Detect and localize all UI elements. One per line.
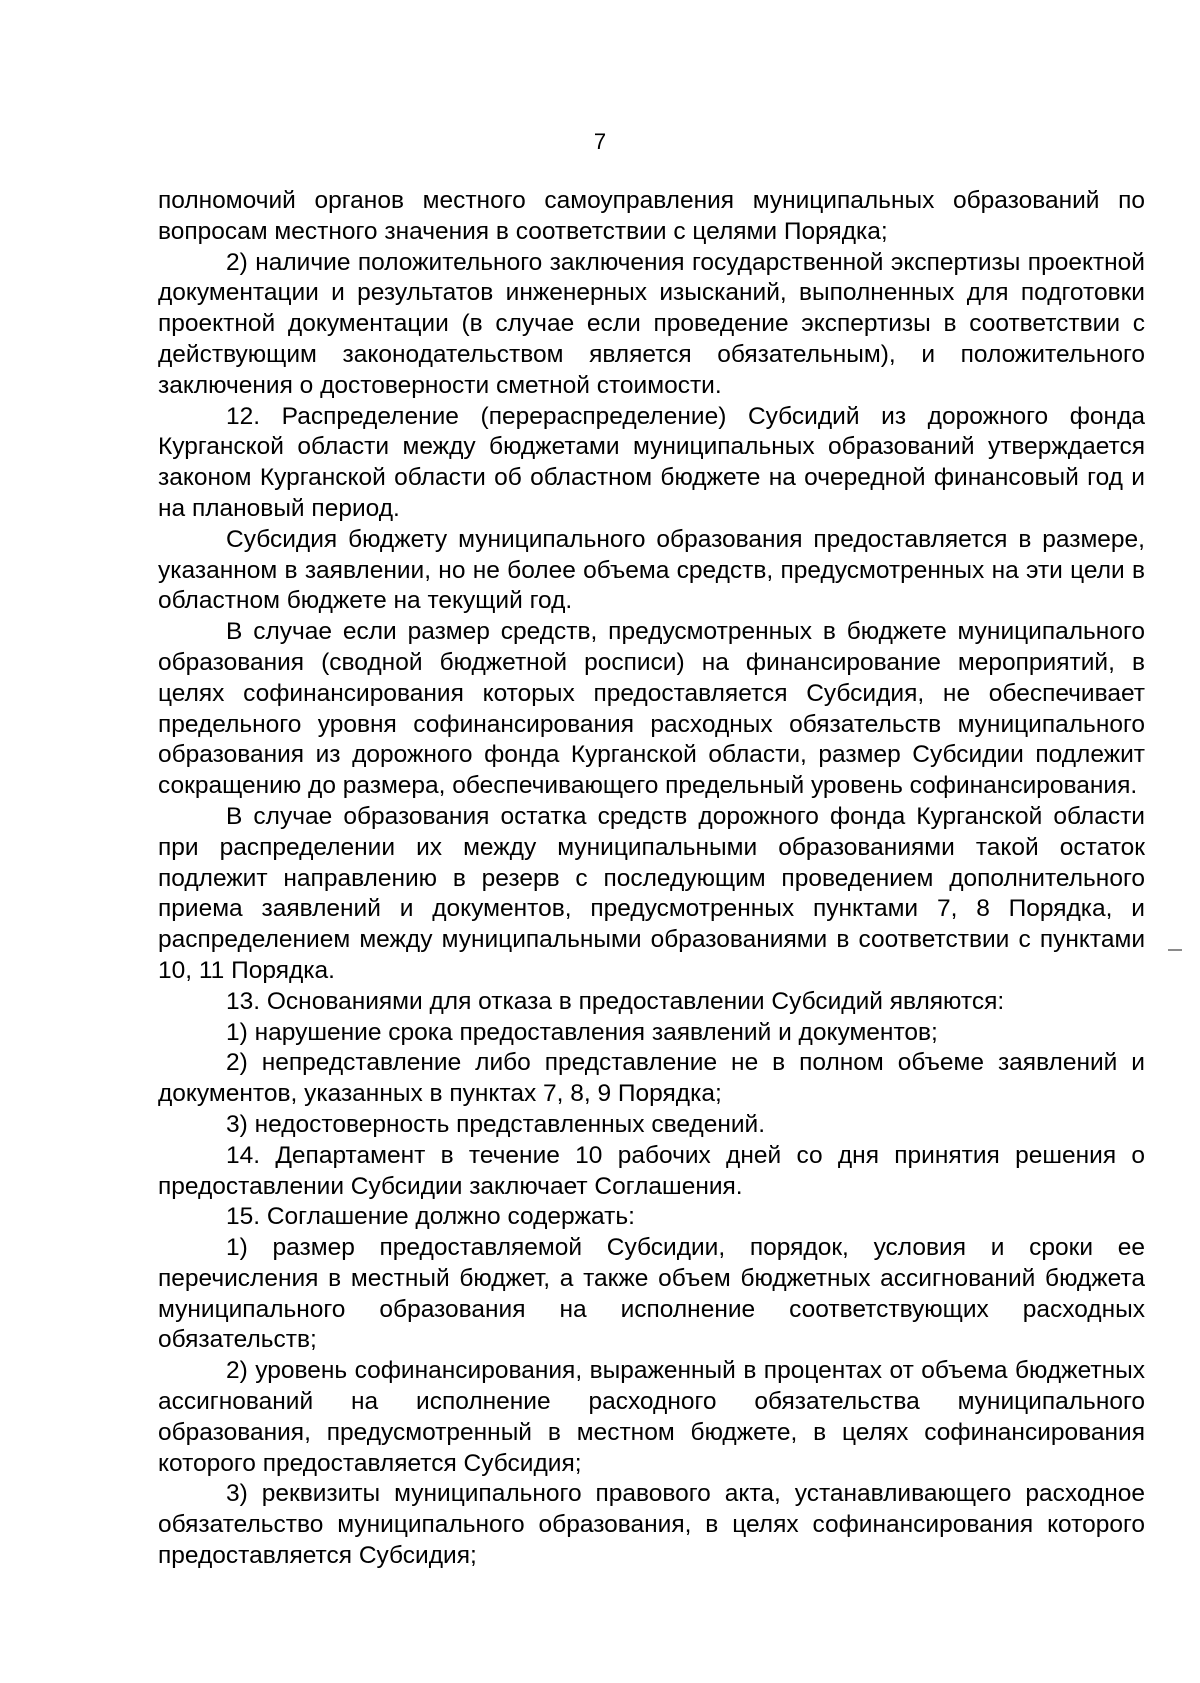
paragraph-agreement-3: 3) реквизиты муниципального правового акта, устанавливающего расходное обязательство муниципального образования, в целях софинансирования которого предоставляется Субсидия; — [158, 1480, 1145, 1570]
paragraph-continuation: полномочий органов местного самоуправления муниципальных образований по вопросам местного значения в соответствии с целями Порядка; — [158, 187, 1145, 245]
paragraph-clause-14: 14. Департамент в течение 10 рабочих дней со дня принятия решения о предоставлении Субсидии заключает Соглашения. — [158, 1141, 1145, 1200]
paragraph-clause-13: 13. Основаниями для отказа в предоставлении Субсидий являются: — [226, 987, 1005, 1015]
scan-margin-mark — [1168, 949, 1182, 951]
paragraph-fund-remainder: В случае образования остатка средств дорожного фонда Курганской области при распределении их между муниципальными образованиями такой остаток подлежит направлению в резерв с последующим проведением дополнительного приема заявлений и документов, предусмотренных пунктами 7, 8 Порядка, и распределением между муниципальными образованиями в соответствии с пунктами 10, 11 Порядка. — [158, 802, 1145, 984]
document-body — [158, 186, 1145, 1572]
paragraph-clause-12: 12. Распределение (перераспределение) Субсидий из дорожного фонда Курганской области между бюджетами муниципальных образований утверждается законом Курганской области об областном бюджете на очередной финансовый год и на плановый период. — [158, 402, 1145, 522]
paragraph-item-2-expertise: 2) наличие положительного заключения государственной экспертизы проектной документации и результатов инженерных изысканий, выполненных для подготовки проектной документации (в случае если проведение экспертизы в соответствии с действующим законодательством является обязательным), и положительного заключения о достоверности сметной стоимости. — [158, 248, 1145, 399]
paragraph-clause-15: 15. Соглашение должно содержать: — [226, 1203, 635, 1231]
paragraph-agreement-2: 2) уровень софинансирования, выраженный в процентах от объема бюджетных ассигнований на исполнение расходного обязательства муниципального образования, предусмотренный в местном бюджете, в целях софинансирования которого предоставляется Субсидия; — [158, 1357, 1145, 1477]
paragraph-agreement-1: 1) размер предоставляемой Субсидии, порядок, условия и сроки ее перечисления в местный бюджет, а также объем бюджетных ассигнований бюджета муниципального образования на исполнение соответствующих расходных обязательств; — [158, 1234, 1145, 1354]
paragraph-refusal-1: 1) нарушение срока предоставления заявлений и документов; — [226, 1018, 938, 1046]
paragraph-subsidy-size: Субсидия бюджету муниципального образования предоставляется в размере, указанном в заявлении, но не более объема средств, предусмотренных на эти цели в областном бюджете на текущий год. — [158, 525, 1145, 615]
paragraph-refusal-2: 2) непредставление либо представление не в полном объеме заявлений и документов, указанных в пунктах 7, 8, 9 Порядка; — [158, 1049, 1145, 1108]
paragraph-subsidy-reduction: В случае если размер средств, предусмотренных в бюджете муниципального образования (сводной бюджетной росписи) на финансирование мероприятий, в целях софинансирования которых предоставляется Субсидия, не обеспечивает предельного уровня софинансирования расходных обязательств муниципального образования из дорожного фонда Курганской области, размер Субсидии подлежит сокращению до размера, обеспечивающего предельный уровень софинансирования. — [158, 618, 1145, 800]
paragraph-refusal-3: 3) недостоверность представленных сведений. — [226, 1110, 766, 1138]
page-number: 7 — [593, 129, 607, 154]
